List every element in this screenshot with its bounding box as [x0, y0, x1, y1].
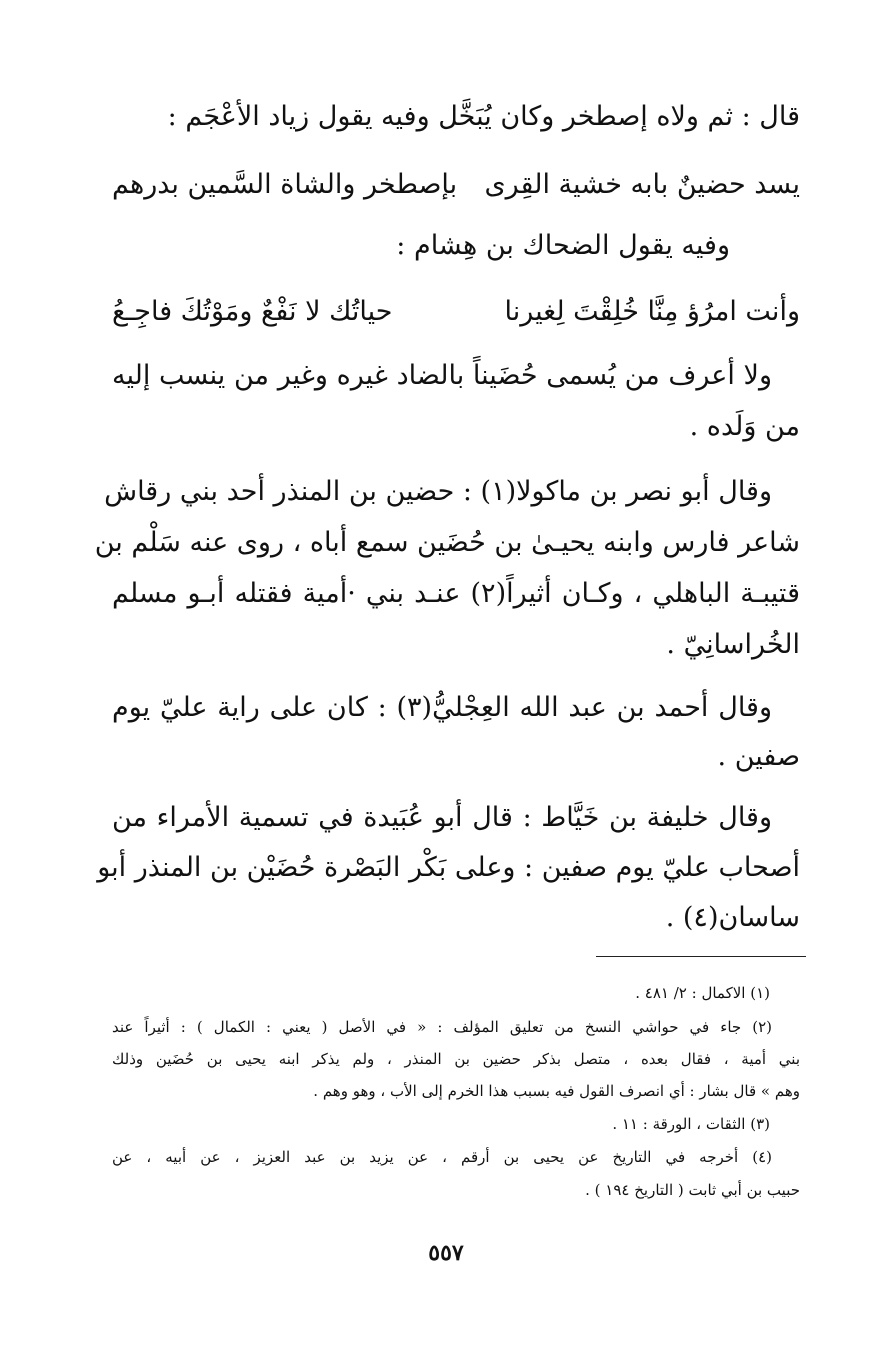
- footnote-line: (٢) جاء في حواشي النسخ من تعليق المؤلف : « في الأصل ( يعني : الكمال ) : أثيراً عند: [112, 1018, 772, 1036]
- footnote: (٣) الثقات ، الورقة : ١١ .: [612, 1115, 770, 1133]
- paragraph-line: ولا أعرف من يُسمى حُضَيناً بالضاد غيره وغير من ينسب إليه: [112, 360, 772, 391]
- paragraph-line: قال : ثم ولاه إصطخر وكان يُبَخَّل وفيه يقول زياد الأعْجَم :: [167, 101, 800, 132]
- paragraph-line: وقال أحمد بن عبد الله العِجْليُّ(٣) : كان على راية عليّ يوم: [112, 692, 772, 723]
- verse-line: [112, 165, 800, 205]
- page-number: ٥٥٧: [428, 1240, 464, 1266]
- footnote-line: (٤) أخرجه في التاريخ عن يحيى بن أرقم ، عن يزيد بن عبد العزيز ، عن أبيه ، عن: [112, 1148, 772, 1166]
- paragraph-line: من وَلَده .: [689, 411, 800, 442]
- footnote-line: بني أمية ، فقال بعده ، متصل بذكر حضين بن المنذر ، ولم يذكر ابنه يحيى بن حُضَين وذلك: [112, 1050, 800, 1068]
- verse-hemistich: حياتُك لا نَفْعٌ ومَوْتُكَ فاجِـعُ: [112, 296, 393, 327]
- verse-hemistich: بإصطخر والشاة السَّمين بدرهم: [112, 169, 458, 200]
- verse-line: [112, 292, 800, 332]
- paragraph-line: وفيه يقول الضحاك بن هِشام :: [396, 230, 730, 261]
- footnote-line: وهم » قال بشار : أي انصرف القول فيه بسبب هذا الخرم إلى الأب ، وهو وهم .: [313, 1082, 800, 1100]
- footnote-line: حبيب بن أبي ثابت ( التاريخ ١٩٤ ) .: [585, 1181, 800, 1199]
- verse-hemistich: يسد حضينٌ بابه خشية القِرى: [484, 169, 800, 200]
- paragraph-line: الخُراسانِيّ .: [666, 629, 800, 660]
- paragraph-line: أصحاب عليّ يوم صفين : وعلى بَكْر البَصْرة حُضَيْن بن المنذر أبو: [97, 852, 800, 883]
- paragraph-line: قتيبـة الباهلي ، وكـان أثيراً(٢) عنـد بني ·أمية فقتله أبـو مسلم: [112, 578, 800, 609]
- footnote-separator: [596, 956, 806, 957]
- paragraph-line: وقال أبو نصر بن ماكولا(١) : حضين بن المنذر أحد بني رقاش: [104, 476, 772, 507]
- paragraph-line: ساسان(٤) .: [665, 902, 800, 933]
- paragraph-line: صفين .: [717, 741, 800, 772]
- paragraph-line: وقال خليفة بن خَيَّاط : قال أبو عُبَيدة في تسمية الأمراء من: [112, 802, 772, 833]
- paragraph-line: شاعر فارس وابنه يحيـىٰ بن حُضَين سمع أباه ، روى عنه سَلْم بن: [94, 527, 800, 558]
- footnote: (١) الاكمال : ٢/ ٤٨١ .: [635, 984, 770, 1002]
- verse-hemistich: وأنت امرُؤ مِنَّا خُلِقْتَ لِغيرنا: [504, 296, 800, 327]
